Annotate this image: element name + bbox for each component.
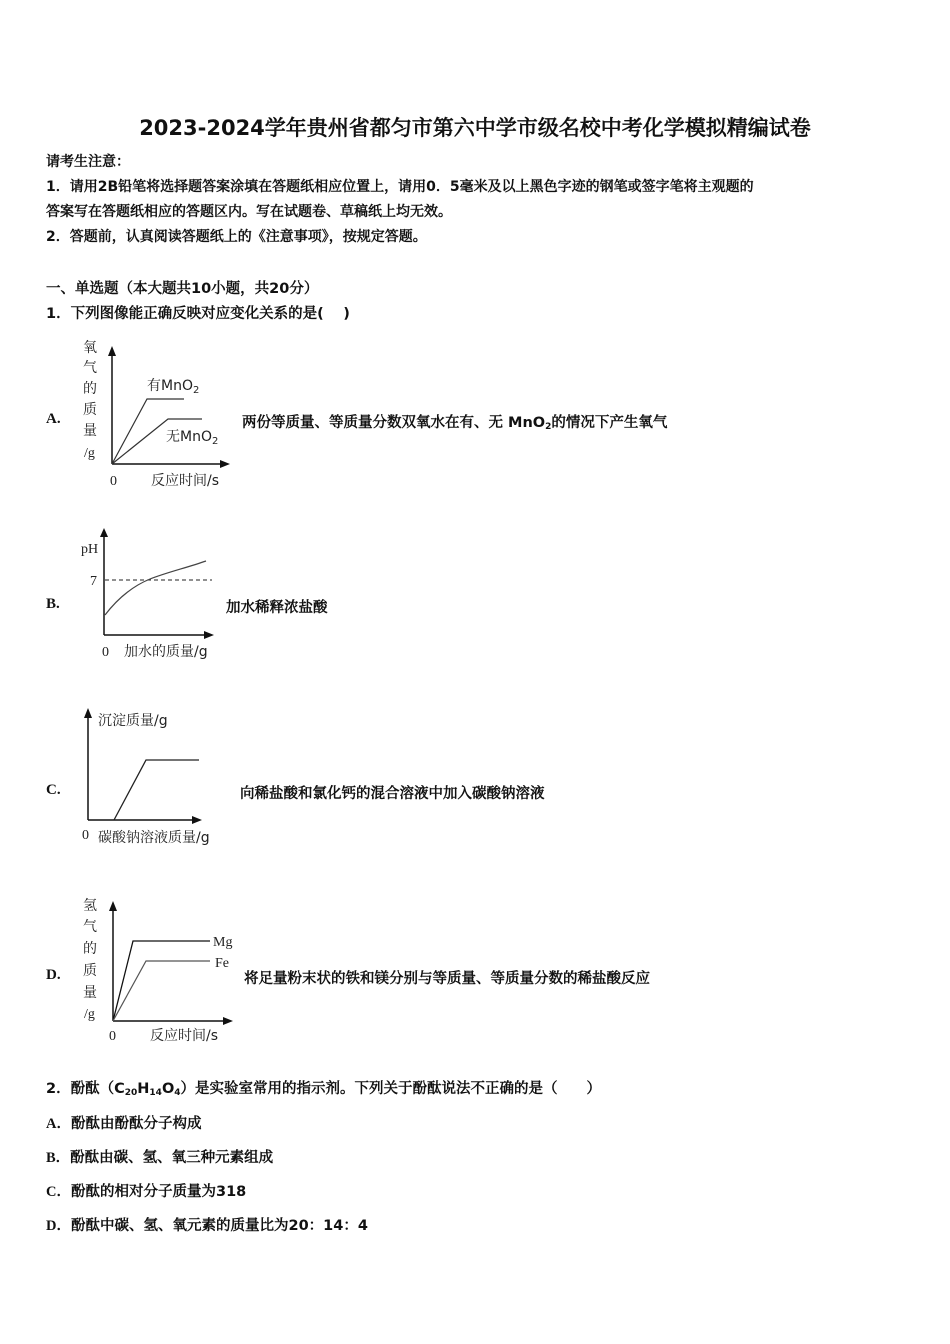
- option-d-description: 将足量粉末状的铁和镁分别与等质量、等质量分数的稀盐酸反应: [244, 971, 650, 987]
- graph-d-origin: 0: [109, 1029, 116, 1044]
- option-b-label: B.: [46, 596, 60, 612]
- page-title: 2023-2024学年贵州省都匀市第六中学市级名校中考化学模拟精编试卷: [139, 116, 811, 140]
- graph-b-svg: [78, 528, 238, 668]
- question-2-choice-b: B．酚酞由碳、氢、氧三种元素组成: [46, 1150, 274, 1166]
- option-d-label: D.: [46, 967, 61, 983]
- option-a-description: 两份等质量、等质量分数双氧水在有、无 MnO$_2$的情况下产生氧气: [242, 415, 668, 432]
- question-2-stem: 2．酚酞$(C_{20}H_{14}O_4)$是实验室常用的指示剂。下列关于酚酞说法不正确的是（ ）: [46, 1081, 602, 1098]
- notice-heading: 请考生注意：: [46, 154, 130, 170]
- x-axis-arrow-icon: [192, 816, 202, 824]
- question-2-choice-d: D．酚酞中碳、氢、氧元素的质量比为20：14：4: [46, 1218, 368, 1234]
- graph-d-ylabel-2: 气: [83, 919, 97, 935]
- graph-a-ylabel-2: 气: [83, 360, 97, 376]
- notice-item-1-cont: 答案写在答题纸相应的答题区内。写在试题卷、草稿纸上均无效。: [46, 204, 452, 220]
- graph-d-xlabel: 反应时间/s: [150, 1028, 219, 1044]
- option-a-label: A.: [46, 411, 61, 427]
- y-axis-arrow-icon: [108, 346, 116, 356]
- graph-a-ylabel-4: 质: [83, 402, 97, 418]
- graph-d-series-mg: Mg: [213, 935, 233, 950]
- graph-a-xlabel: 反应时间/s: [151, 473, 220, 489]
- graph-a-series-without-mno2: 无MnO$_2$: [166, 429, 219, 447]
- graph-b-ref-label: 7: [90, 574, 97, 589]
- y-axis-arrow-icon: [100, 528, 108, 537]
- graph-d-ylabel-3: 的: [83, 941, 97, 957]
- graph-a-svg: [80, 338, 240, 493]
- graph-b-ylabel: pH: [81, 542, 99, 557]
- section-heading: 一、单选题（本大题共10小题，共20分）: [46, 281, 319, 297]
- graph-a-ylabel-3: 的: [83, 381, 97, 397]
- graph-c-origin: 0: [82, 828, 89, 843]
- graph-a-ylabel-unit: /g: [84, 446, 95, 461]
- graph-c-ylabel: 沉淀质量/g: [98, 713, 168, 729]
- graph-a-series-with-mno2: 有MnO$_2$: [147, 378, 200, 396]
- graph-a-oxygen-mass: [80, 338, 240, 493]
- graph-c-xlabel: 碳酸钠溶液质量/g: [98, 830, 210, 846]
- graph-d-svg: [80, 894, 245, 1049]
- y-axis-arrow-icon: [109, 901, 117, 911]
- question-1-stem: 1．下列图像能正确反映对应变化关系的是( ): [46, 306, 350, 322]
- option-c-description: 向稀盐酸和氯化钙的混合溶液中加入碳酸钠溶液: [240, 786, 545, 802]
- graph-b-xlabel: 加水的质量/g: [124, 644, 208, 660]
- graph-d-hydrogen-mass: [80, 894, 245, 1049]
- question-2-choice-c: C．酚酞的相对分子质量为318: [46, 1184, 247, 1200]
- x-axis-arrow-icon: [220, 460, 230, 468]
- graph-b-ph: [78, 528, 238, 668]
- graph-c-svg: [78, 705, 248, 855]
- option-c-label: C.: [46, 782, 61, 798]
- graph-b-origin: 0: [102, 645, 109, 660]
- graph-d-ylabel-5: 量: [83, 985, 97, 1001]
- graph-a-ylabel-1: 氧: [83, 340, 97, 356]
- notice-item-2: 2．答题前，认真阅读答题纸上的《注意事项》，按规定答题。: [46, 229, 427, 245]
- graph-d-ylabel-1: 氢: [83, 898, 97, 914]
- option-b-description: 加水稀释浓盐酸: [226, 600, 328, 616]
- graph-d-series-fe: Fe: [215, 956, 229, 971]
- question-2-choice-a: A．酚酞由酚酞分子构成: [46, 1116, 202, 1132]
- graph-a-origin: 0: [110, 474, 117, 489]
- x-axis-arrow-icon: [223, 1017, 233, 1025]
- y-axis-arrow-icon: [84, 708, 92, 718]
- graph-c-precipitate: [78, 705, 248, 855]
- graph-d-ylabel-4: 质: [83, 963, 97, 979]
- x-axis-arrow-icon: [204, 631, 214, 639]
- notice-item-1: 1．请用2B铅笔将选择题答案涂填在答题纸相应位置上，请用0．5毫米及以上黑色字迹的钢笔或签字笔将主观题的: [46, 179, 754, 195]
- graph-a-ylabel-5: 量: [83, 423, 97, 439]
- graph-d-ylabel-unit: /g: [84, 1007, 95, 1022]
